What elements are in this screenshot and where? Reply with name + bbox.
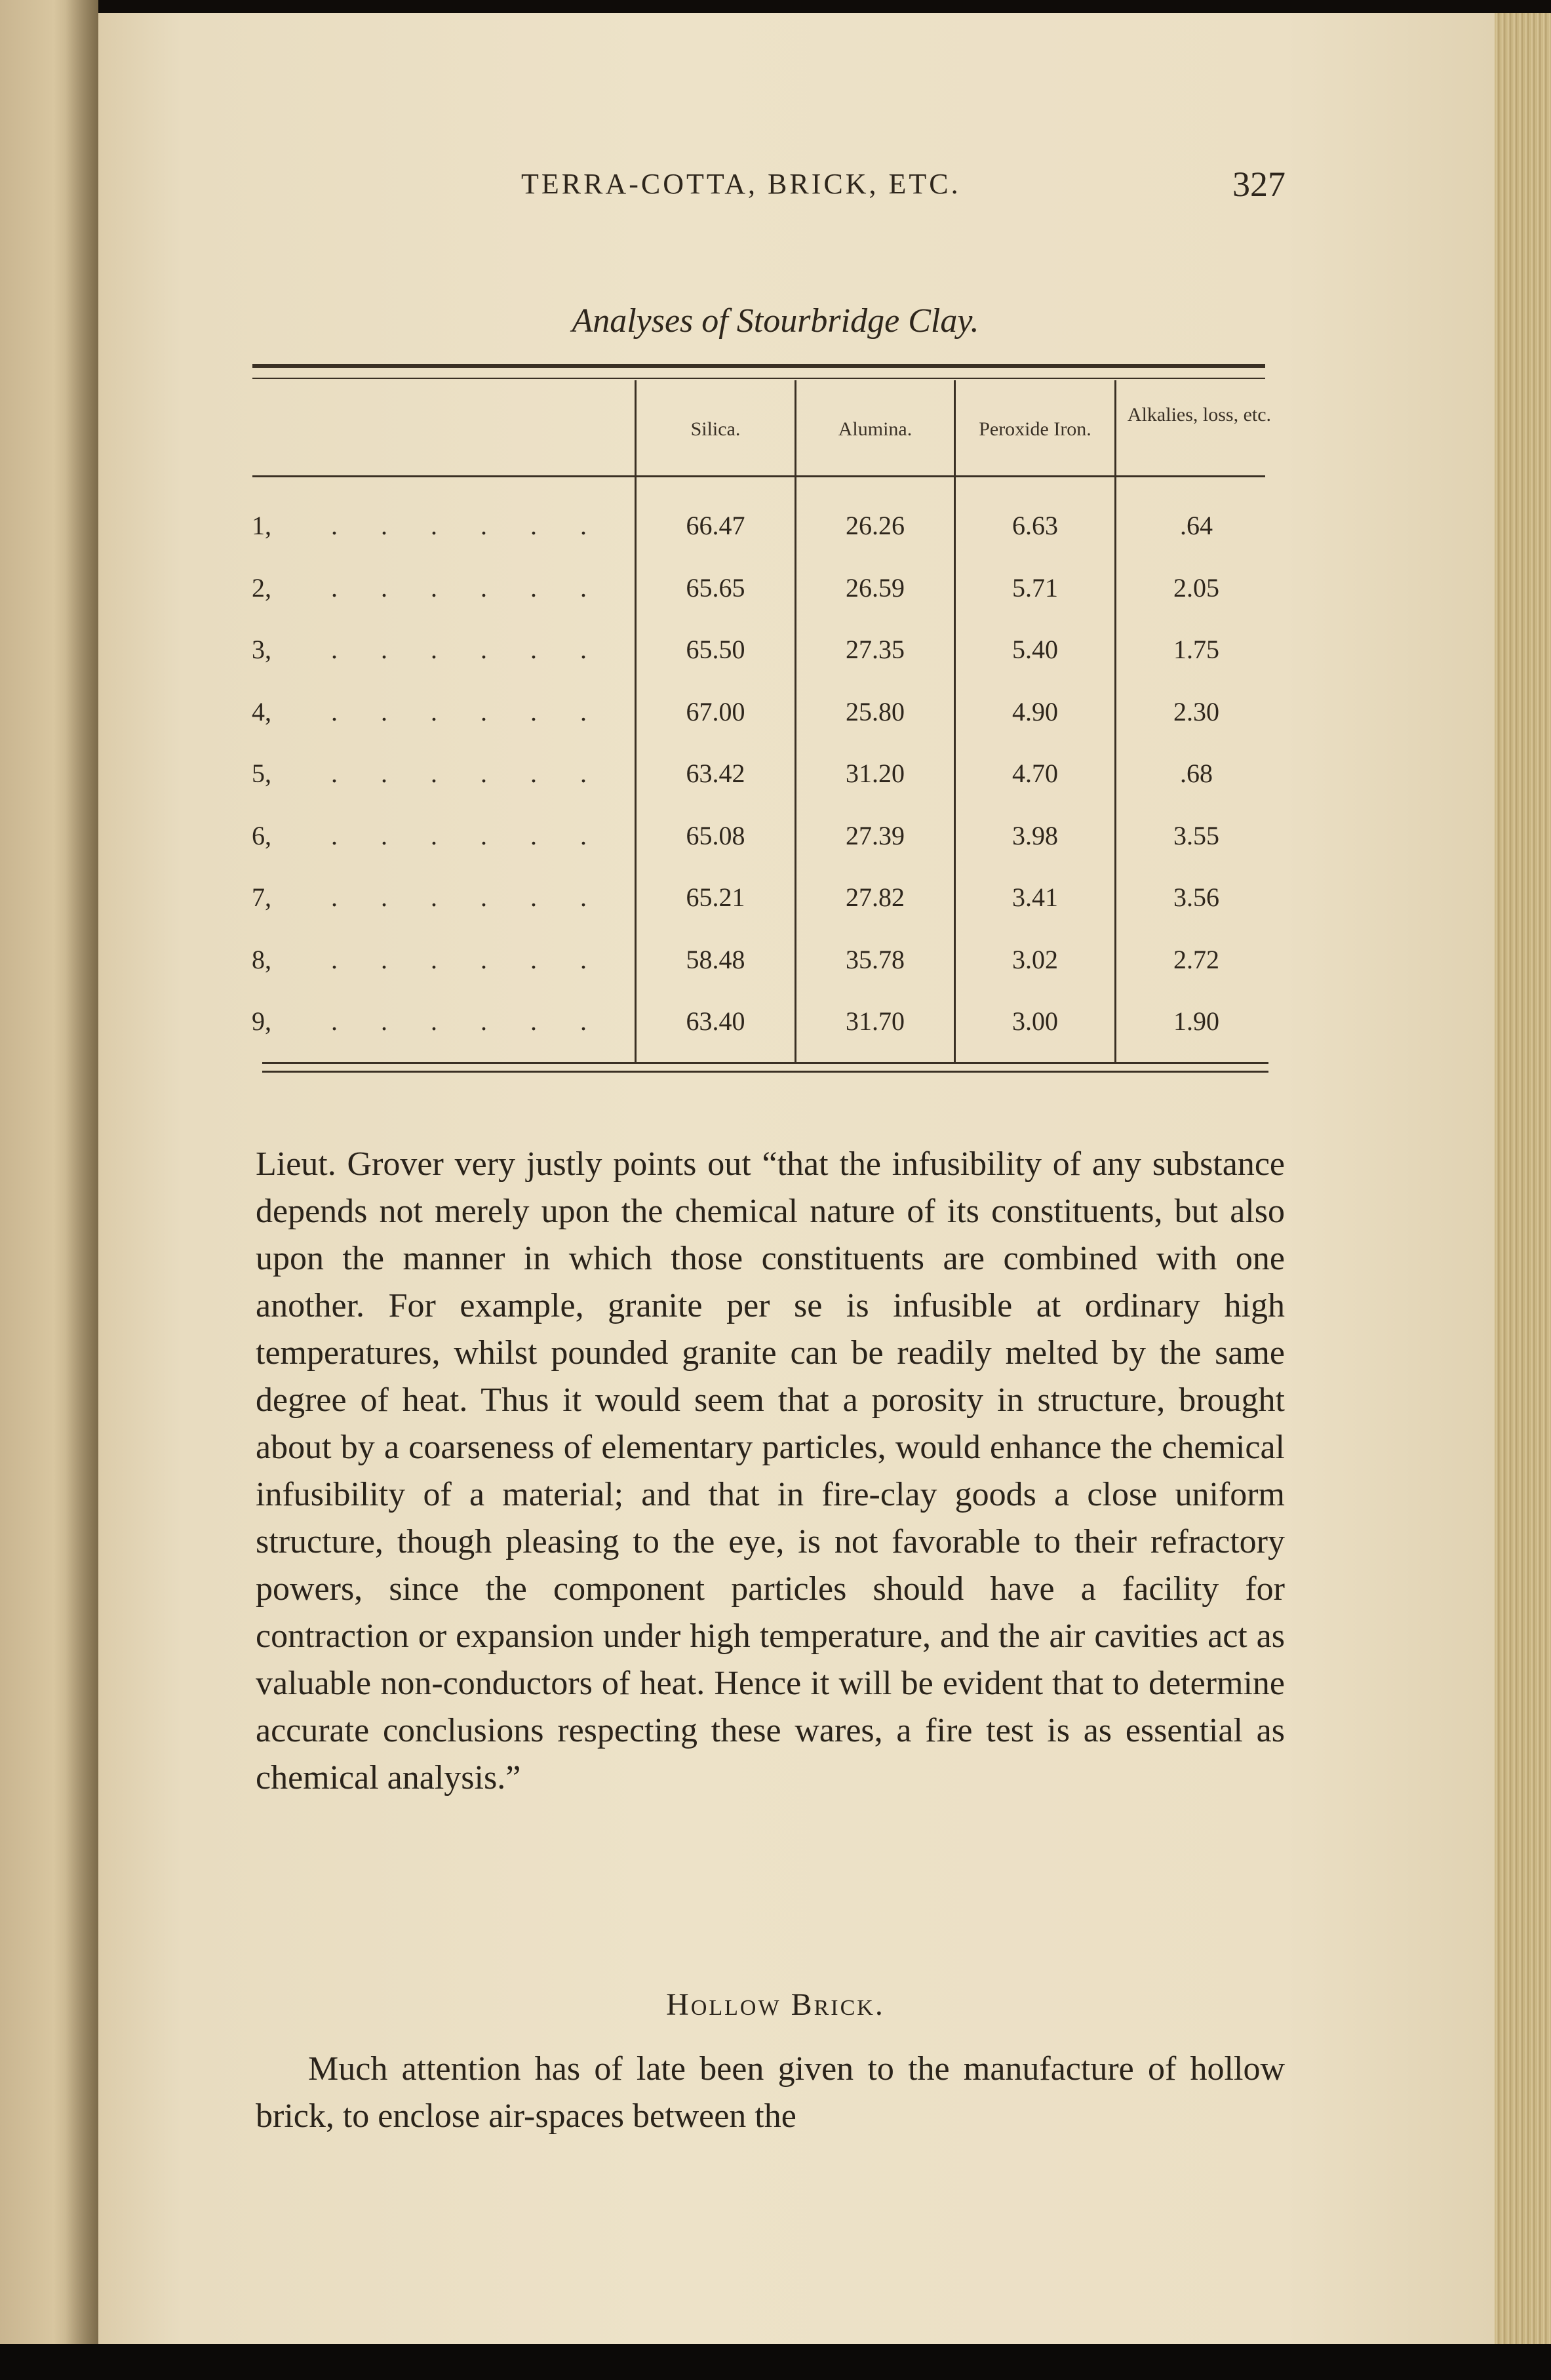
table-cell: 31.70	[846, 1006, 905, 1036]
table-header-rule	[252, 475, 1265, 477]
table-cell: 3.41	[1012, 883, 1058, 912]
table-cell: 26.59	[846, 573, 905, 603]
row-leader-dots: . . . . . .	[331, 697, 605, 726]
table-cell: 3.98	[1012, 821, 1058, 850]
page-number: 327	[1232, 165, 1286, 204]
table-top-rule-thick	[252, 364, 1265, 368]
table-cell: 2.72	[1173, 945, 1219, 974]
column-header-alumina: Alumina.	[838, 418, 913, 440]
row-leader-dots: . . . . . .	[331, 759, 605, 788]
table-title: Analyses of Stourbridge Clay.	[572, 302, 979, 340]
table-cell: .68	[1180, 759, 1213, 788]
table-cell: 3.55	[1173, 821, 1219, 850]
table-cell: 3.00	[1012, 1006, 1058, 1036]
table-cell: 26.26	[846, 511, 905, 540]
row-label: 2,	[252, 573, 271, 603]
table-cell: 27.35	[846, 635, 905, 664]
row-leader-dots: . . . . . .	[331, 573, 605, 603]
table-cell: 2.05	[1173, 573, 1219, 603]
table-cell: 1.90	[1173, 1006, 1219, 1036]
table-top-rule-thin	[252, 378, 1265, 379]
table-bottom-rule-thin	[262, 1062, 1268, 1064]
table-cell: 6.63	[1012, 511, 1058, 540]
table-cell: 1.75	[1173, 635, 1219, 664]
row-leader-dots: . . . . . .	[331, 945, 605, 974]
table-cell: 65.50	[686, 635, 745, 664]
row-label: 5,	[252, 759, 271, 788]
table-cell: 3.56	[1173, 883, 1219, 912]
table-cell: 4.90	[1012, 697, 1058, 726]
table-cell: 5.40	[1012, 635, 1058, 664]
table-cell: .64	[1180, 511, 1213, 540]
column-header-silica: Silica.	[690, 418, 741, 440]
row-leader-dots: . . . . . .	[331, 821, 605, 850]
row-label: 9,	[252, 1006, 271, 1036]
table-cell: 65.08	[686, 821, 745, 850]
row-label: 6,	[252, 821, 271, 850]
body-paragraph-2: Much attention has of late been given to the manufacture of hollow brick, to enclose air-spaces between the	[256, 2050, 1285, 2135]
table-cell: 65.21	[686, 883, 745, 912]
table-cell: 63.42	[686, 759, 745, 788]
row-leader-dots: . . . . . .	[331, 635, 605, 664]
table-cell: 65.65	[686, 573, 745, 603]
running-head: TERRA-COTTA, BRICK, ETC.	[521, 168, 961, 200]
column-header-peroxide-iron: Peroxide Iron.	[979, 418, 1091, 440]
row-label: 1,	[252, 511, 271, 540]
table-cell: 2.30	[1173, 697, 1219, 726]
table-cell: 25.80	[846, 697, 905, 726]
column-header-alkalies: Alkalies, loss, etc.	[1127, 404, 1272, 426]
row-label: 4,	[252, 697, 271, 726]
table-cell: 5.71	[1012, 573, 1058, 603]
table-cell: 27.39	[846, 821, 905, 850]
table-bottom-rule-thin-2	[262, 1071, 1268, 1073]
body-paragraph: Lieut. Grover very justly points out “that the infusibility of any substance depends not merely upon the chemical nature of its constituents, but also upon the manner in which those constituents are combined with one another. For example, granite per se is infusible at ordinary high temperatures, whilst pounded granite can be readily melted by the same degree of heat. Thus it would seem that a porosity in structure, brought about by a coarseness of elementary particles, would enhance the chemical infusibility of a material; and that in fire-clay goods a close uniform structure, though pleasing to the eye, is not favorable to their refractory powers, since the component particles should have a facility for contraction or expansion under high temperature, and the air cavities act as valuable non-conductors of heat. Hence it will be evident that to determine accurate conclusions respecting these wares, a fire test is as essential as chemical analysis.”	[256, 1145, 1285, 1796]
table-cell: 35.78	[846, 945, 905, 974]
section-heading: Hollow Brick.	[666, 1987, 885, 2022]
table-cell: 27.82	[846, 883, 905, 912]
table-cell: 67.00	[686, 697, 745, 726]
row-leader-dots: . . . . . .	[331, 1006, 605, 1036]
table-cell: 63.40	[686, 1006, 745, 1036]
facing-page-edge	[0, 0, 98, 2380]
row-leader-dots: . . . . . .	[331, 511, 605, 540]
row-label: 7,	[252, 883, 271, 912]
row-label: 8,	[252, 945, 271, 974]
table-cell: 4.70	[1012, 759, 1058, 788]
scan-bottom-border	[0, 2344, 1551, 2380]
row-leader-dots: . . . . . .	[331, 883, 605, 912]
row-label: 3,	[252, 635, 271, 664]
table-cell: 3.02	[1012, 945, 1058, 974]
table-cell: 31.20	[846, 759, 905, 788]
table-cell: 58.48	[686, 945, 745, 974]
table-cell: 66.47	[686, 511, 745, 540]
